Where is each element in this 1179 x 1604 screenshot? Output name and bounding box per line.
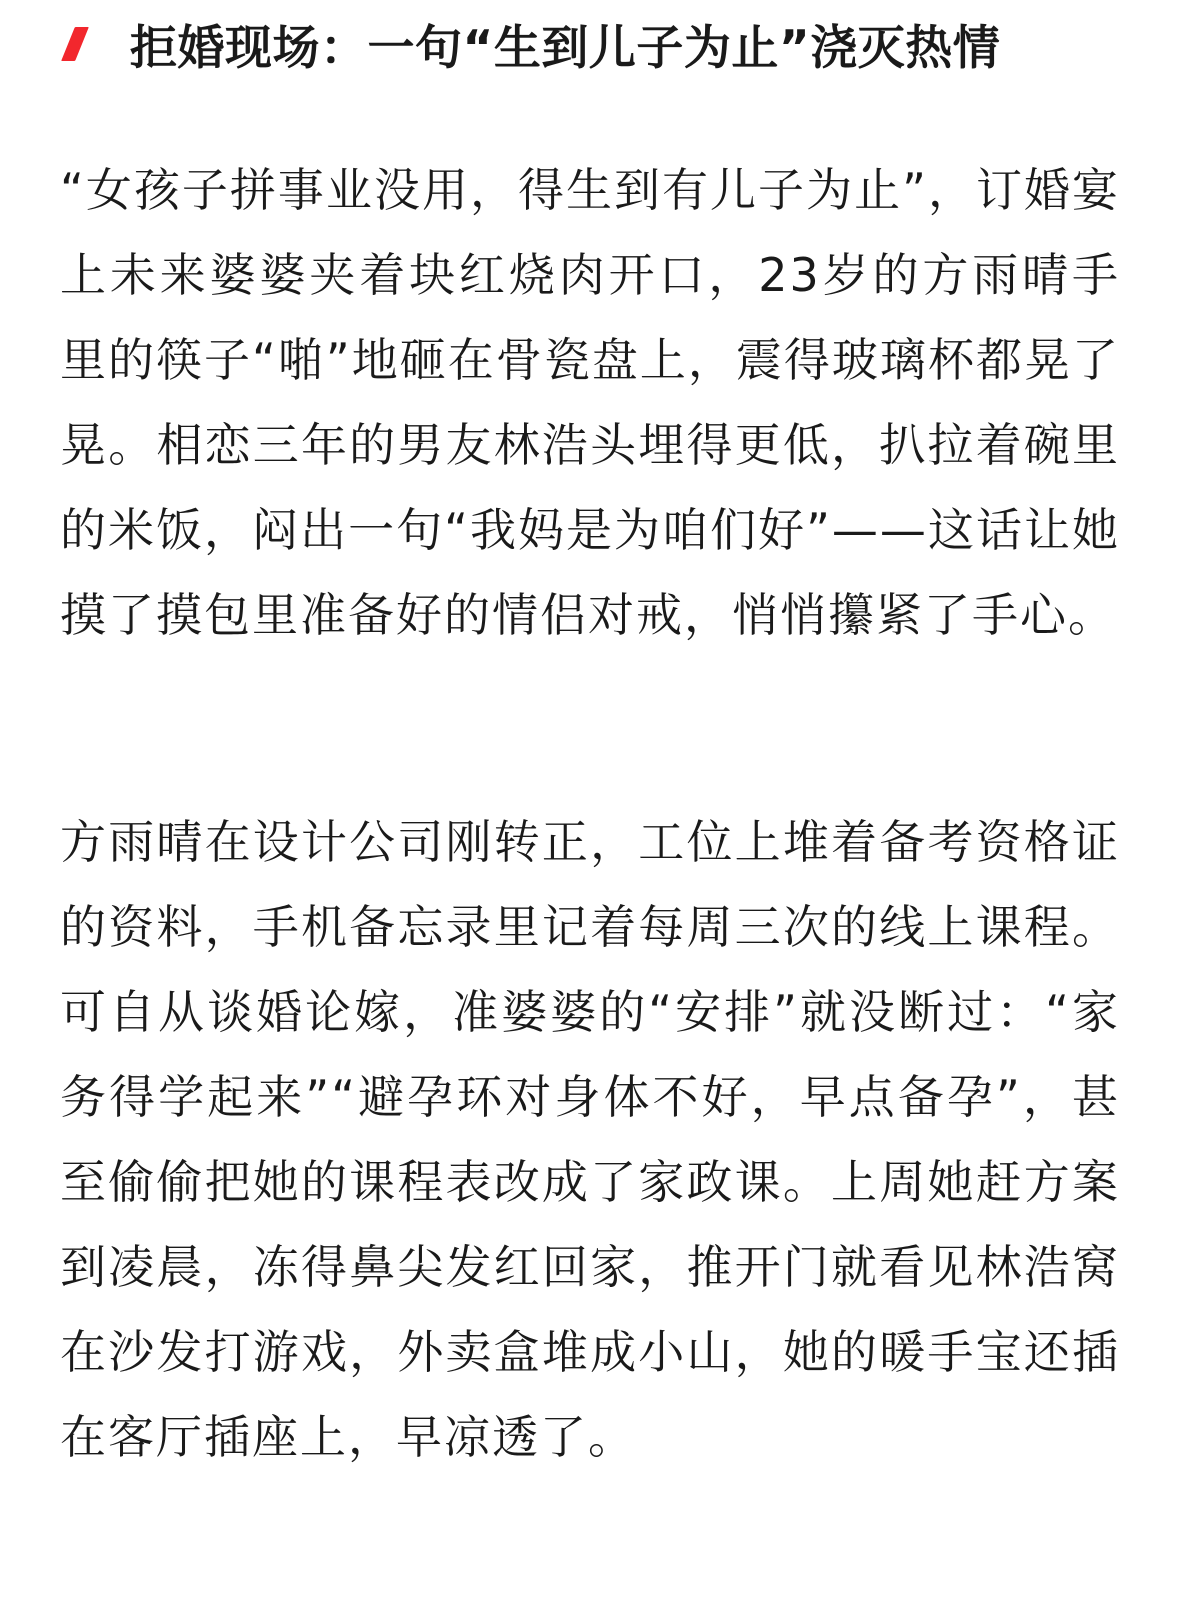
accent-slash-icon: [61, 27, 89, 61]
article-paragraph-2: 方雨晴在设计公司刚转正，工位上堆着备考资格证的资料，手机备忘录里记着每周三次的线上课程。可自从谈婚论嫁，准婆婆的“安排”就没断过：“家务得学起来”“避孕环对身体不好，早点备孕”，甚至偷偷把她的课程表改成了家政课。上周她赶方案到凌晨，冻得鼻尖发红回家，推开门就看见林浩窝在沙发打游戏，外卖盒堆成小山，她的暖手宝还插在客厅插座上，早凉透了。: [60, 815, 1120, 1464]
article-paragraph-1: “女孩子拼事业没用，得生到有儿子为止”，订婚宴上未来婆婆夹着块红烧肉开口，23岁的方雨晴手里的筷子“啪”地砸在骨瓷盘上，震得玻璃杯都晃了晃。相恋三年的男友林浩头埋得更低，扒拉着碗里的米饭，闷出一句“我妈是为咱们好”——这话让她摸了摸包里准备好的情侣对戒，悄悄攥紧了手心。: [60, 163, 1120, 642]
heading-title: 拒婚现场：一句“生到儿子为止”浇灭热情: [130, 20, 1001, 76]
section-heading: [60, 8, 1000, 80]
